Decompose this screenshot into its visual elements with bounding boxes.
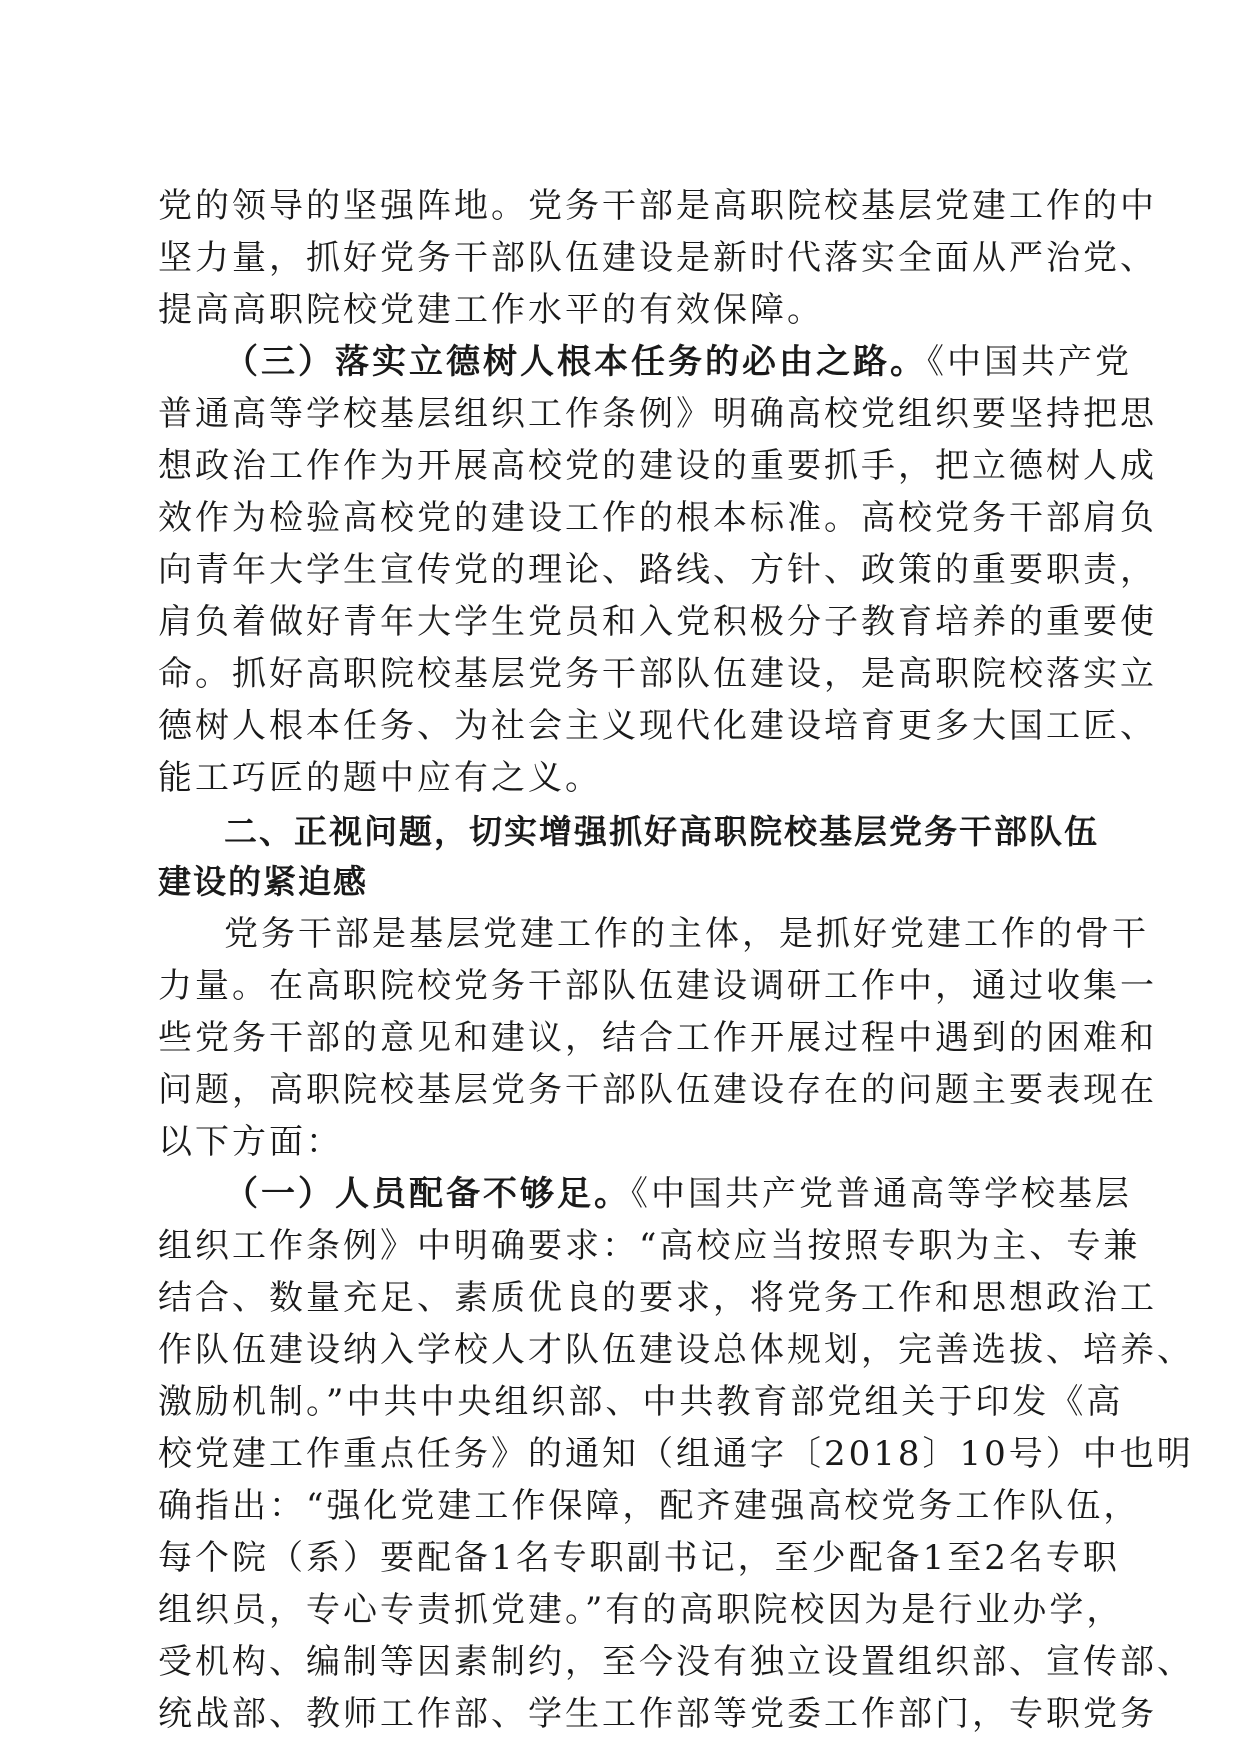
text-line-5: 普通高等学校基层组织工作条例》明确高校党组织要坚持把思	[158, 394, 1157, 434]
text-line-17: 以下方面：	[158, 1122, 343, 1162]
subsection-3-line	[224, 338, 1132, 386]
text-line-26: 组织员，专心专责抓党建。”有的高职院校因为是行业办学，	[158, 1590, 1124, 1630]
section-2-heading-line-2: 建设的紧迫感	[158, 862, 368, 901]
section-2-heading-line-1: 二、正视问题，切实增强抓好高职院校基层党务干部队伍	[224, 812, 1099, 851]
text-line-21: 作队伍建设纳入学校人才队伍建设总体规划，完善选拔、培养、	[158, 1330, 1194, 1370]
text-line-19: 组织工作条例》中明确要求：“高校应当按照专职为主、专兼	[158, 1226, 1141, 1266]
text-line-15: 些党务干部的意见和建议，结合工作开展过程中遇到的困难和	[158, 1018, 1157, 1058]
text-line-13: 党务干部是基层党建工作的主体，是抓好党建工作的骨干	[224, 914, 1149, 954]
text-line-16: 问题，高职院校基层党务干部队伍建设存在的问题主要表现在	[158, 1070, 1157, 1110]
subsection-1-line	[224, 1170, 1132, 1218]
text-line-24: 确指出：“强化党建工作保障，配齐建强高校党务工作队伍，	[158, 1486, 1141, 1526]
text-line-9: 肩负着做好青年大学生党员和入党积极分子教育培养的重要使	[158, 602, 1157, 642]
subsection-1-text: 《中国共产党普通高等学校基层	[631, 1174, 1132, 1214]
text-line-25: 每个院（系）要配备1名专职副书记，至少配备1至2名专职	[158, 1538, 1120, 1578]
text-line-23: 校党建工作重点任务》的通知（组通字〔2018〕10号）中也明	[158, 1434, 1194, 1474]
text-line-20: 结合、数量充足、素质优良的要求，将党务工作和思想政治工	[158, 1278, 1157, 1318]
text-line-1: 党的领导的坚强阵地。党务干部是高职院校基层党建工作的中	[158, 186, 1157, 226]
text-line-12: 能工巧匠的题中应有之义。	[158, 758, 602, 798]
text-line-10: 命。抓好高职院校基层党务干部队伍建设，是高职院校落实立	[158, 654, 1157, 694]
text-line-27: 受机构、编制等因素制约，至今没有独立设置组织部、宣传部、	[158, 1642, 1194, 1682]
subsection-1-heading: （一）人员配备不够足。	[224, 1174, 631, 1214]
text-line-11: 德树人根本任务、为社会主义现代化建设培育更多大国工匠、	[158, 706, 1157, 746]
text-line-28: 统战部、教师工作部、学生工作部等党委工作部门，专职党务	[158, 1694, 1157, 1734]
text-line-8: 向青年大学生宣传党的理论、路线、方针、政策的重要职责，	[158, 550, 1157, 590]
subsection-3-heading: （三）落实立德树人根本任务的必由之路。	[224, 342, 927, 382]
text-line-3: 提高高职院校党建工作水平的有效保障。	[158, 290, 824, 330]
text-line-14: 力量。在高职院校党务干部队伍建设调研工作中，通过收集一	[158, 966, 1157, 1006]
text-line-7: 效作为检验高校党的建设工作的根本标准。高校党务干部肩负	[158, 498, 1157, 538]
subsection-3-text: 《中国共产党	[927, 342, 1132, 382]
text-line-2: 坚力量，抓好党务干部队伍建设是新时代落实全面从严治党、	[158, 238, 1157, 278]
text-line-22: 激励机制。”中共中央组织部、中共教育部党组关于印发《高	[158, 1382, 1124, 1422]
text-line-6: 想政治工作作为开展高校党的建设的重要抓手，把立德树人成	[158, 446, 1157, 486]
